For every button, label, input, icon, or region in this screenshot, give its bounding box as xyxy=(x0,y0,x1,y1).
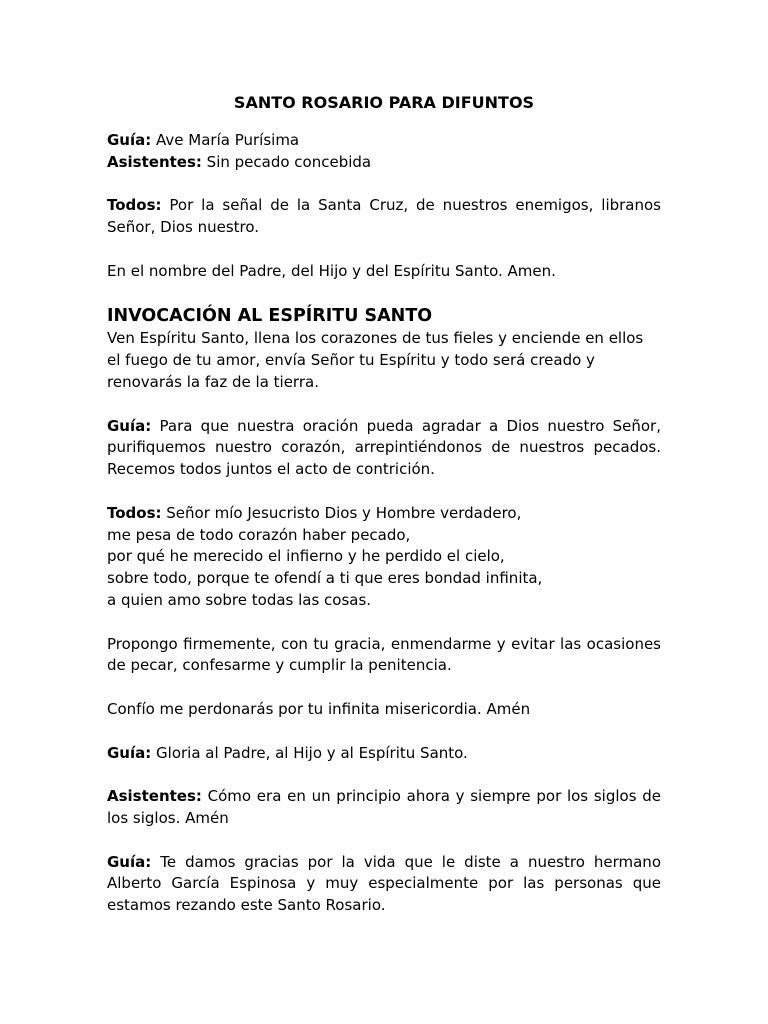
speaker-label: Guía: xyxy=(107,416,152,435)
paragraph-text: Propongo firmemente, con tu gracia, enmendarme y evitar las ocasiones de pecar, confesarme y cumplir la penitencia. xyxy=(107,634,661,675)
speaker-label: Todos: xyxy=(107,503,162,522)
paragraph-text: Gloria al Padre, al Hijo y al Espíritu Santo. xyxy=(151,743,468,762)
speaker-label: Guía: xyxy=(107,131,152,149)
paragraph-propongo xyxy=(107,634,661,678)
paragraph-todos-senal xyxy=(107,195,661,239)
paragraph-text: Ven Espíritu Santo, llena los corazones de tus fieles y enciende en ellos el fuego de tu amor, envía Señor tu Espíritu y todo será creado y renovarás la faz de la tierra. xyxy=(107,329,644,391)
paragraph-guia-greeting xyxy=(107,130,661,152)
verse-line: me pesa de todo corazón haber pecado, xyxy=(107,525,411,544)
verse-line: sobre todo, porque te ofendí a ti que eres bondad infinita, xyxy=(107,569,543,588)
paragraph-guia-gloria xyxy=(107,743,661,765)
verse-line: por qué he merecido el infierno y he perdido el cielo, xyxy=(107,547,505,566)
paragraph-text: Te damos gracias por la vida que le diste a nuestro hermano Alberto García Espinosa y muy especialmente por las personas que estamos rezando este Santo Rosario. xyxy=(107,852,661,915)
paragraph-invocacion xyxy=(107,328,661,393)
speaker-label: Asistentes: xyxy=(107,787,202,806)
speaker-label: Asistentes: xyxy=(107,152,202,171)
paragraph-text: Sin pecado concebida xyxy=(201,152,372,171)
paragraph-acto-contricion xyxy=(107,503,661,612)
document-title: SANTO ROSARIO PARA DIFUNTOS xyxy=(233,93,535,112)
paragraph-guia-gracias xyxy=(107,852,661,917)
verse-line: a quien amo sobre todas las cosas. xyxy=(107,590,372,609)
speaker-label: Guía: xyxy=(107,743,152,762)
speaker-label: Guía: xyxy=(107,852,152,871)
paragraph-nombre-padre xyxy=(107,261,661,283)
paragraph-text: Ave María Purísima xyxy=(151,131,300,149)
document-page xyxy=(107,92,661,939)
paragraph-text: En el nombre del Padre, del Hijo y del Espíritu Santo. Amen. xyxy=(107,261,556,280)
paragraph-text: Para que nuestra oración pueda agradar a Dios nuestro Señor, purifiquemos nuestro corazón, arrepintiéndonos de nuestros pecados. Recemos todos juntos el acto de contrición. xyxy=(107,416,661,479)
paragraph-text: Cómo era en un principio ahora y siempre por los siglos de los siglos. Amén xyxy=(107,787,661,827)
paragraph-guia-oracion xyxy=(107,416,661,481)
speaker-label: Todos: xyxy=(107,196,162,215)
section-heading: INVOCACIÓN AL ESPÍRITU SANTO xyxy=(107,306,433,327)
paragraph-asistentes-response xyxy=(107,152,661,174)
verse-line: Señor mío Jesucristo Dios y Hombre verdadero, xyxy=(161,503,522,522)
paragraph-text: Confío me perdonarás por tu infinita misericordia. Amén xyxy=(107,699,531,718)
paragraph-confio xyxy=(107,699,661,721)
paragraph-asistentes-gloria xyxy=(107,786,661,830)
paragraph-text: Por la señal de la Santa Cruz, de nuestros enemigos, libranos Señor, Dios nuestro. xyxy=(107,196,661,237)
